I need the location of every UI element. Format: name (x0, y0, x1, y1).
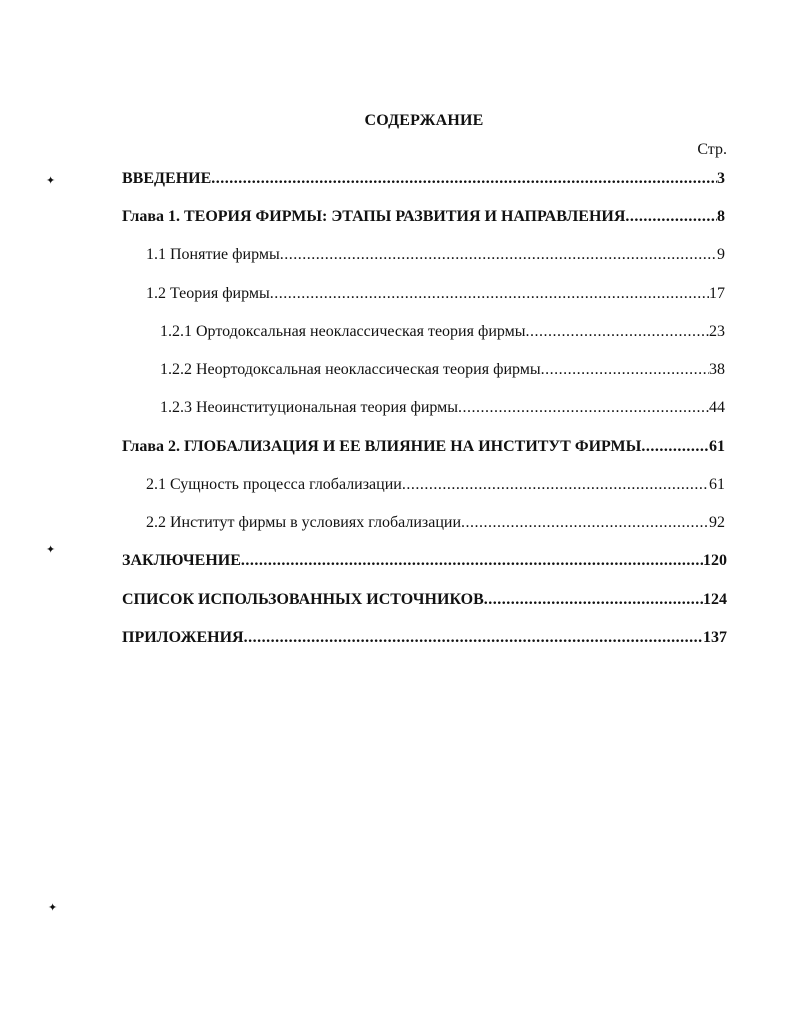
page-title: СОДЕРЖАНИЕ (364, 112, 484, 129)
page-column-label: Стр. (697, 141, 727, 158)
toc-entry-references[interactable] (122, 591, 727, 609)
toc-leader (641, 438, 709, 456)
toc-leader (244, 629, 703, 647)
toc-entry-page: 124 (703, 591, 727, 608)
toc-leader (270, 285, 709, 303)
toc-entry-page: 137 (703, 629, 727, 646)
toc-entry-page: 44 (709, 399, 725, 416)
toc-entry-label: ВВЕДЕНИЕ (122, 170, 212, 187)
toc-leader (458, 399, 709, 417)
toc-entry-label: Глава 2. ГЛОБАЛИЗАЦИЯ И ЕЕ ВЛИЯНИЕ НА ИНСТИТУТ ФИРМЫ (122, 438, 642, 455)
toc-entry-introduction[interactable] (122, 170, 725, 188)
toc-leader (541, 361, 709, 379)
toc-leader (461, 514, 709, 532)
toc-leader (280, 246, 717, 264)
toc-leader (526, 323, 709, 341)
toc-entry-label: 2.1 Сущность процесса глобализации (146, 476, 402, 493)
toc-entry-section-1-1[interactable] (146, 246, 725, 264)
toc-entry-page: 120 (703, 552, 727, 569)
scan-mark-icon: ✦ (46, 174, 56, 187)
toc-entry-chapter-1[interactable] (122, 208, 725, 226)
toc-leader (625, 208, 717, 226)
toc-entry-page: 61 (709, 476, 725, 493)
toc-entry-section-1-2-3[interactable] (160, 399, 725, 417)
toc-entry-section-1-2-1[interactable] (160, 323, 725, 341)
toc-entry-page: 92 (709, 514, 725, 531)
toc-leader (241, 552, 703, 570)
toc-entry-page: 23 (709, 323, 725, 340)
scan-mark-icon: ✦ (46, 543, 56, 556)
toc-entry-label: 1.2.3 Неоинституциональная теория фирмы (160, 399, 459, 416)
toc-entry-label: 1.2.1 Ортодоксальная неоклассическая теория фирмы (160, 323, 526, 340)
toc-entry-conclusion[interactable] (122, 552, 727, 570)
toc-entry-chapter-2[interactable] (122, 438, 725, 456)
toc-entry-section-1-2[interactable] (146, 285, 725, 303)
toc-entry-page: 8 (717, 208, 725, 225)
toc-leader (211, 170, 717, 188)
toc-entry-label: ЗАКЛЮЧЕНИЕ (122, 552, 241, 569)
toc-entry-label: 1.2.2 Неортодоксальная неоклассическая теория фирмы (160, 361, 541, 378)
scan-mark-icon: ✦ (48, 901, 58, 914)
toc-entry-section-2-1[interactable] (146, 476, 725, 494)
toc-entry-label: 2.2 Институт фирмы в условиях глобализации (146, 514, 461, 531)
toc-entry-label: ПРИЛОЖЕНИЯ (122, 629, 244, 646)
toc-entry-page: 17 (709, 285, 725, 302)
toc-entry-section-2-2[interactable] (146, 514, 725, 532)
toc-leader (484, 591, 703, 609)
toc-entry-label: Глава 1. ТЕОРИЯ ФИРМЫ: ЭТАПЫ РАЗВИТИЯ И НАПРАВЛЕНИЯ (122, 208, 626, 225)
toc-entry-label: 1.2 Теория фирмы (146, 285, 270, 302)
toc-entry-page: 3 (717, 170, 725, 187)
toc-entry-section-1-2-2[interactable] (160, 361, 725, 379)
toc-entry-page: 9 (717, 246, 725, 263)
toc-entry-label: 1.1 Понятие фирмы (146, 246, 280, 263)
toc-entry-page: 61 (709, 438, 725, 455)
toc-entry-page: 38 (709, 361, 725, 378)
toc-entry-appendices[interactable] (122, 629, 727, 647)
toc-leader (402, 476, 709, 494)
toc-entry-label: СПИСОК ИСПОЛЬЗОВАННЫХ ИСТОЧНИКОВ (122, 591, 484, 608)
